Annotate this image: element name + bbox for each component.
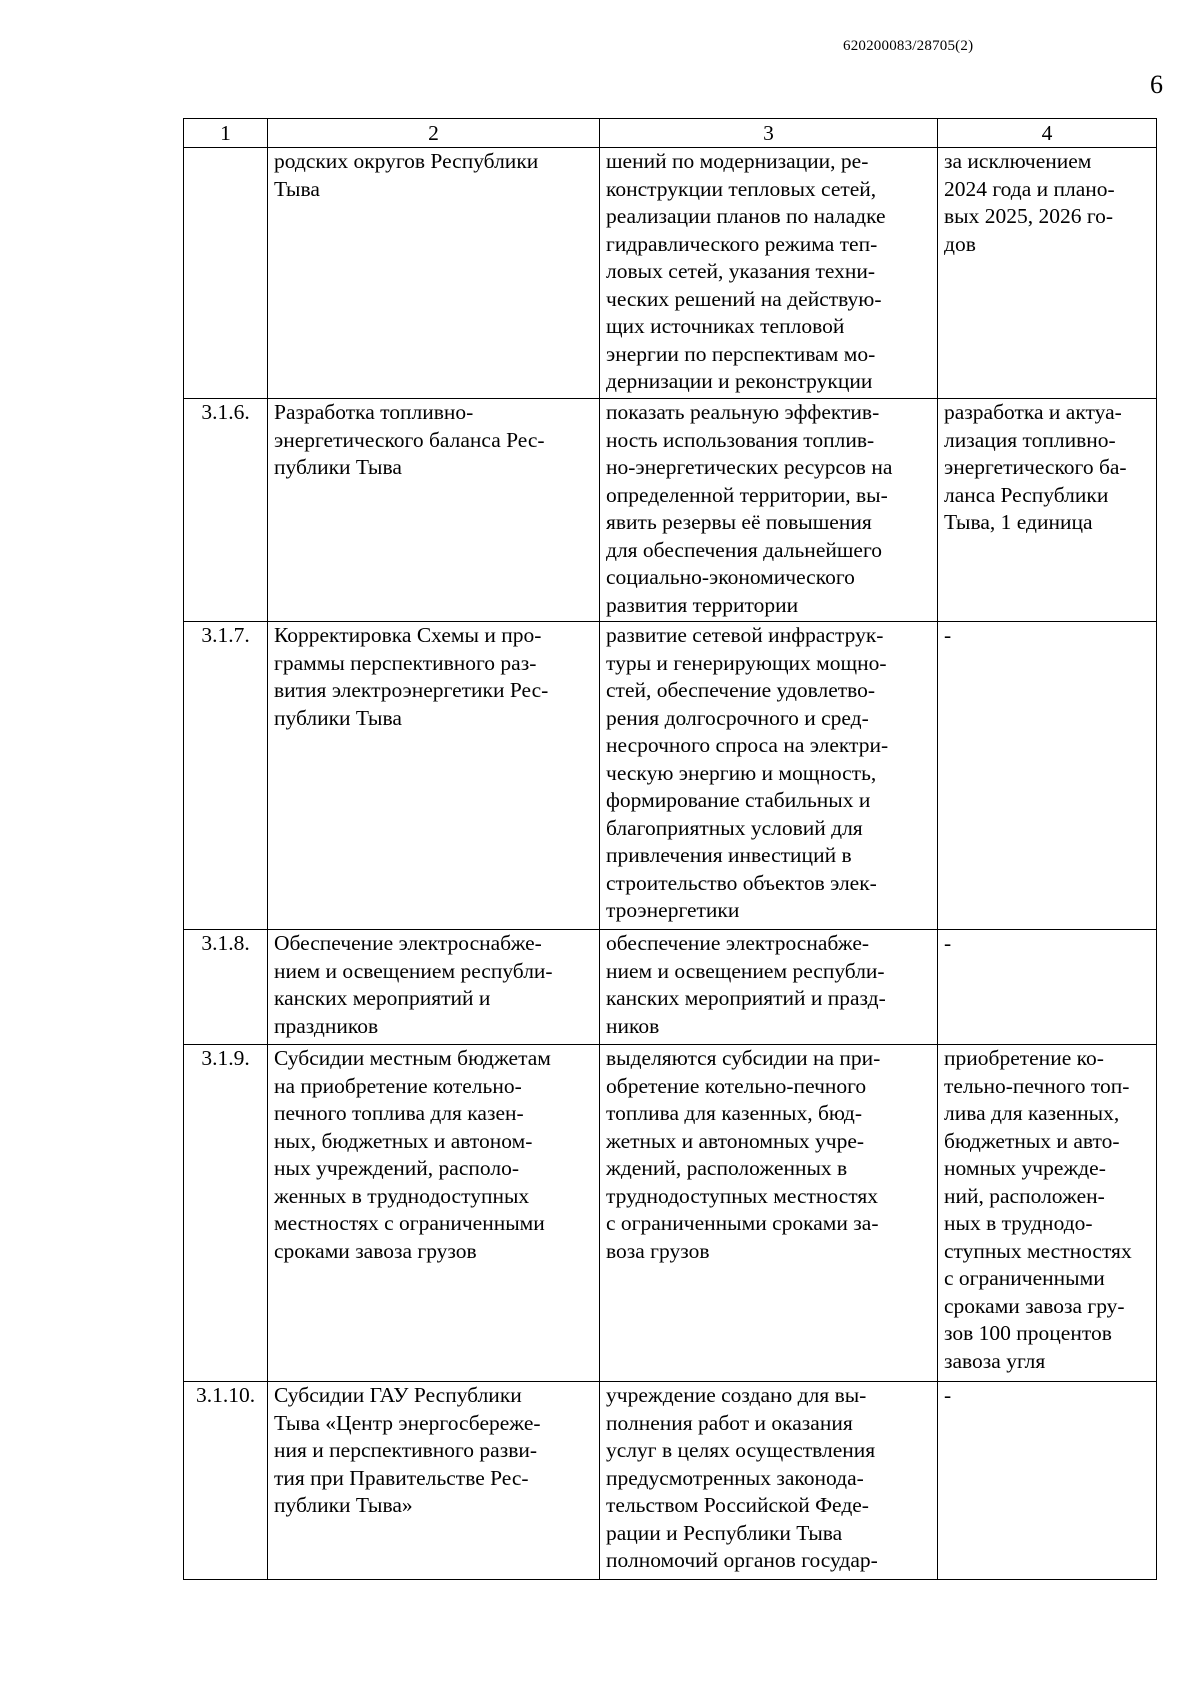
column-header-3: 3 (600, 119, 938, 148)
table-row (184, 399, 1157, 622)
table-row (184, 1045, 1157, 1382)
column-header-4: 4 (938, 119, 1157, 148)
measure-result: приобретение ко- тельно-печного топ- лива для казенных, бюджетных и авто- номных учрежде- ний, расположен- ных в труднодо- ступных местностях с ограниченными сроками завоза гру- зов 100 процентов завоза угля (938, 1045, 1157, 1382)
measure-name: Разработка топливно- энергетического баланса Рес- публики Тыва (268, 399, 600, 622)
measure-result: разработка и актуа- лизация топливно- энергетического ба- ланса Республики Тыва, 1 единица (938, 399, 1157, 622)
measure-result: - (938, 930, 1157, 1045)
row-number: 3.1.8. (184, 930, 268, 1045)
measure-description: показать реальную эффектив- ность использования топлив- но-энергетических ресурсов на определенной территории, вы- явить резервы её повышения для обеспечения дальнейшего социально-экономического развития территории (600, 399, 938, 622)
table-row (184, 930, 1157, 1045)
measure-description: выделяются субсидии на при- обретение котельно-печного топлива для казенных, бюд- жетных и автономных учре- ждений, расположенных в труднодоступных местностях с ограниченными сроками за- воза грузов (600, 1045, 938, 1382)
measure-name: Субсидии местным бюджетам на приобретение котельно- печного топлива для казен- ных, бюджетных и автоном- ных учреждений, располо- женных в труднодоступных местностях с ограниченными сроками завоза грузов (268, 1045, 600, 1382)
measure-name: Субсидии ГАУ Республики Тыва «Центр энергосбереже- ния и перспективного разви- тия при Правительстве Рес- публики Тыва» (268, 1382, 600, 1580)
measure-result: - (938, 622, 1157, 930)
column-header-2: 2 (268, 119, 600, 148)
document-id: 620200083/28705(2) (843, 38, 974, 54)
measure-name: Обеспечение электроснабже- нием и освещением республи- канских мероприятий и праздников (268, 930, 600, 1045)
table-row (184, 148, 1157, 399)
measure-result: - (938, 1382, 1157, 1580)
table-row (184, 622, 1157, 930)
measure-description: шений по модернизации, ре- конструкции тепловых сетей, реализации планов по наладке гидравлического режима теп- ловых сетей, указания техни- ческих решений на действую- щих источниках тепловой энергии по перспективам мо- дернизации и реконструкции (600, 148, 938, 399)
measure-description: обеспечение электроснабже- нием и освещением республи- канских мероприятий и празд- ников (600, 930, 938, 1045)
measure-name: родских округов Республики Тыва (268, 148, 600, 399)
row-number: 3.1.7. (184, 622, 268, 930)
measure-name: Корректировка Схемы и про- граммы перспективного раз- вития электроэнергетики Рес- публики Тыва (268, 622, 600, 930)
table-header-row (184, 119, 1157, 148)
row-number: 3.1.9. (184, 1045, 268, 1382)
table-row (184, 1382, 1157, 1580)
row-number: 3.1.10. (184, 1382, 268, 1580)
row-number: 3.1.6. (184, 399, 268, 622)
column-header-1: 1 (184, 119, 268, 148)
plan-table (183, 118, 1157, 1580)
measure-description: учреждение создано для вы- полнения работ и оказания услуг в целях осуществления предусмотренных законода- тельством Российской Феде- рации и Республики Тыва полномочий органов государ- (600, 1382, 938, 1580)
measure-result: за исключением 2024 года и плано- вых 2025, 2026 го- дов (938, 148, 1157, 399)
measure-description: развитие сетевой инфраструк- туры и генерирующих мощно- стей, обеспечение удовлетво- рения долгосрочного и сред- несрочного спроса на электри- ческую энергию и мощность, формирование стабильных и благоприятных условий для привлечения инвестиций в строительство объектов элек- троэнергетики (600, 622, 938, 930)
page-number: 6 (1150, 70, 1163, 99)
row-number (184, 148, 268, 399)
